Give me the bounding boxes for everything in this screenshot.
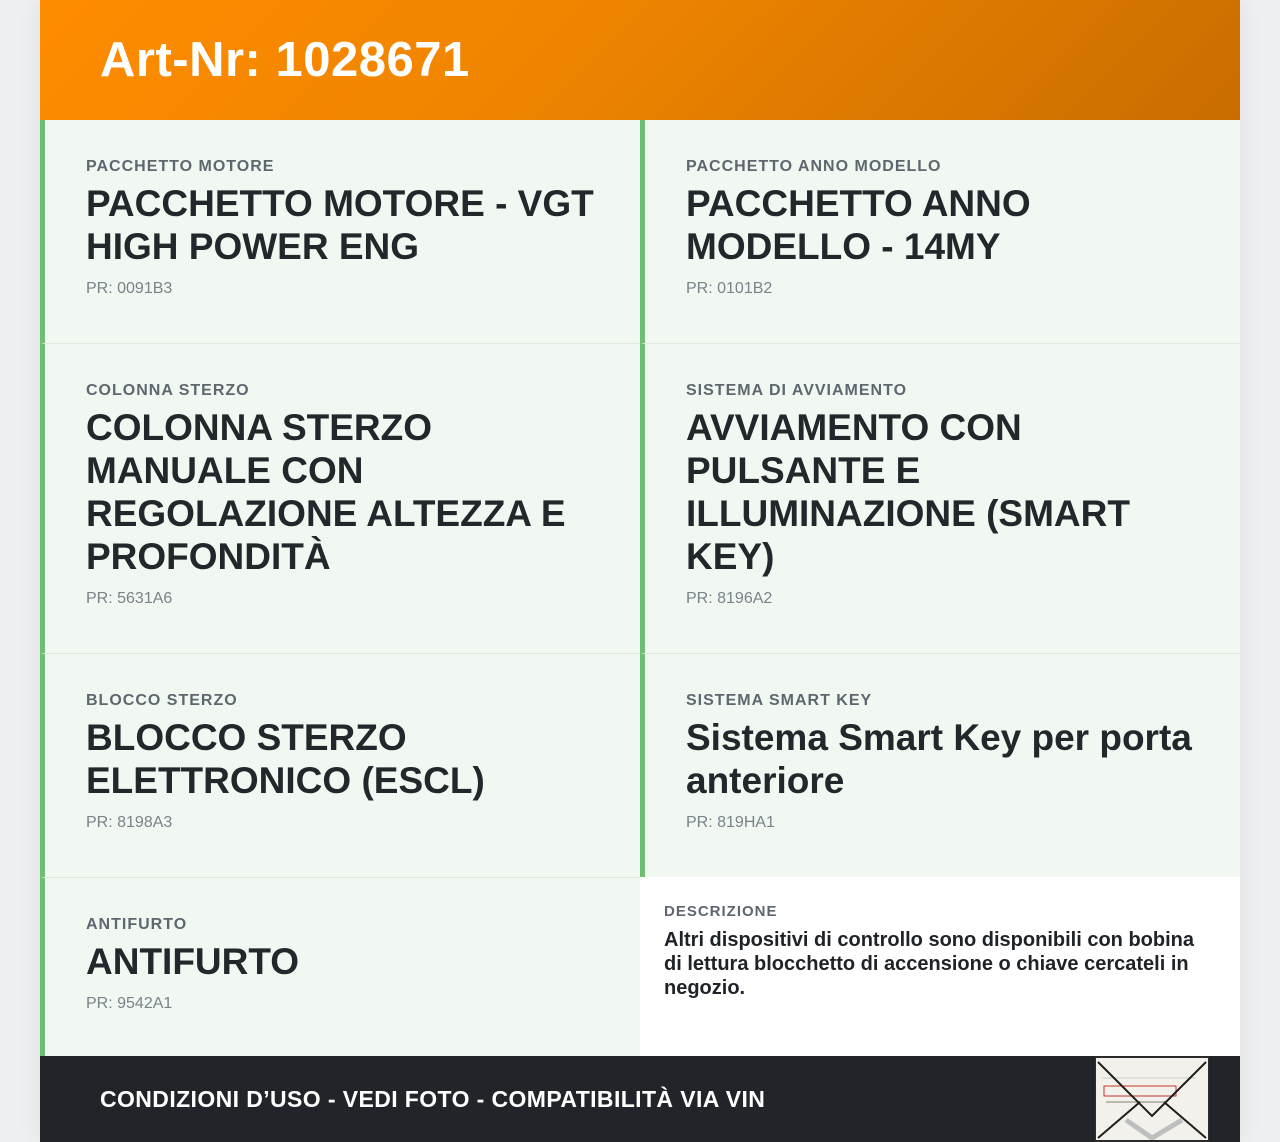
footer-links xyxy=(100,1086,765,1113)
spec-pr-code: PR: 8198A3 xyxy=(86,814,173,831)
product-card xyxy=(40,0,1240,1142)
spec-value: ANTIFURTO xyxy=(86,941,300,982)
description-box xyxy=(640,877,1240,1056)
spec-pr-code: PR: 5631A6 xyxy=(86,590,173,607)
spec-cell-smart-key xyxy=(640,653,1240,877)
vin-compatibility-link[interactable]: COMPATIBILITÀ VIA VIN xyxy=(491,1085,766,1112)
envelope-graphic xyxy=(1096,1058,1208,1140)
spec-value: PACCHETTO ANNO MODELLO - 14MY xyxy=(686,183,1031,267)
spec-value: Sistema Smart Key per porta anteriore xyxy=(686,717,1192,801)
article-number-title: Art-Nr: 1028671 xyxy=(100,33,470,87)
spec-pr-code: PR: 8196A2 xyxy=(686,590,773,607)
spec-label: ANTIFURTO xyxy=(86,916,188,933)
envelope-thumbnail-icon[interactable] xyxy=(1094,1056,1210,1142)
spec-value: BLOCCO STERZO ELETTRONICO (ESCL) xyxy=(86,717,485,801)
spec-label: SISTEMA SMART KEY xyxy=(686,692,873,709)
spec-label: SISTEMA DI AVVIAMENTO xyxy=(686,382,908,399)
footer-separator: - xyxy=(321,1085,343,1112)
spec-cell-engine xyxy=(40,120,640,343)
view-photos-link[interactable]: VEDI FOTO xyxy=(342,1085,470,1112)
header-bar xyxy=(40,0,1240,120)
spec-pr-code: PR: 0101B2 xyxy=(686,280,773,297)
footer-separator: - xyxy=(469,1085,492,1112)
spec-cell-antitheft xyxy=(40,877,640,1056)
spec-label: PACCHETTO ANNO MODELLO xyxy=(686,158,942,175)
spec-value: PACCHETTO MOTORE - VGT HIGH POWER ENG xyxy=(86,183,594,267)
spec-pr-code: PR: 0091B3 xyxy=(86,280,173,297)
description-label: DESCRIZIONE xyxy=(664,903,778,920)
spec-pr-code: PR: 9542A1 xyxy=(86,995,173,1012)
spec-label: COLONNA STERZO xyxy=(86,382,250,399)
spec-cell-steering-column xyxy=(40,343,640,653)
footer-bar xyxy=(40,1056,1240,1142)
spec-cell-steering-lock xyxy=(40,653,640,877)
spec-value: AVVIAMENTO CON PULSANTE E ILLUMINAZIONE (SMART KEY) xyxy=(686,407,1130,577)
terms-of-use-link[interactable]: CONDIZIONI D’USO xyxy=(100,1085,322,1112)
spec-label: PACCHETTO MOTORE xyxy=(86,158,275,175)
spec-value: COLONNA STERZO MANUALE CON REGOLAZIONE ALTEZZA E PROFONDITÀ xyxy=(86,407,566,577)
spec-cell-start-system xyxy=(640,343,1240,653)
spec-pr-code: PR: 819HA1 xyxy=(686,814,775,831)
spec-cell-model-year xyxy=(640,120,1240,343)
description-text: Altri dispositivi di controllo sono disponibili con bobina di lettura blocchetto di accensione o chiave cercateli in negozio. xyxy=(664,929,1194,999)
spec-label: BLOCCO STERZO xyxy=(86,692,238,709)
